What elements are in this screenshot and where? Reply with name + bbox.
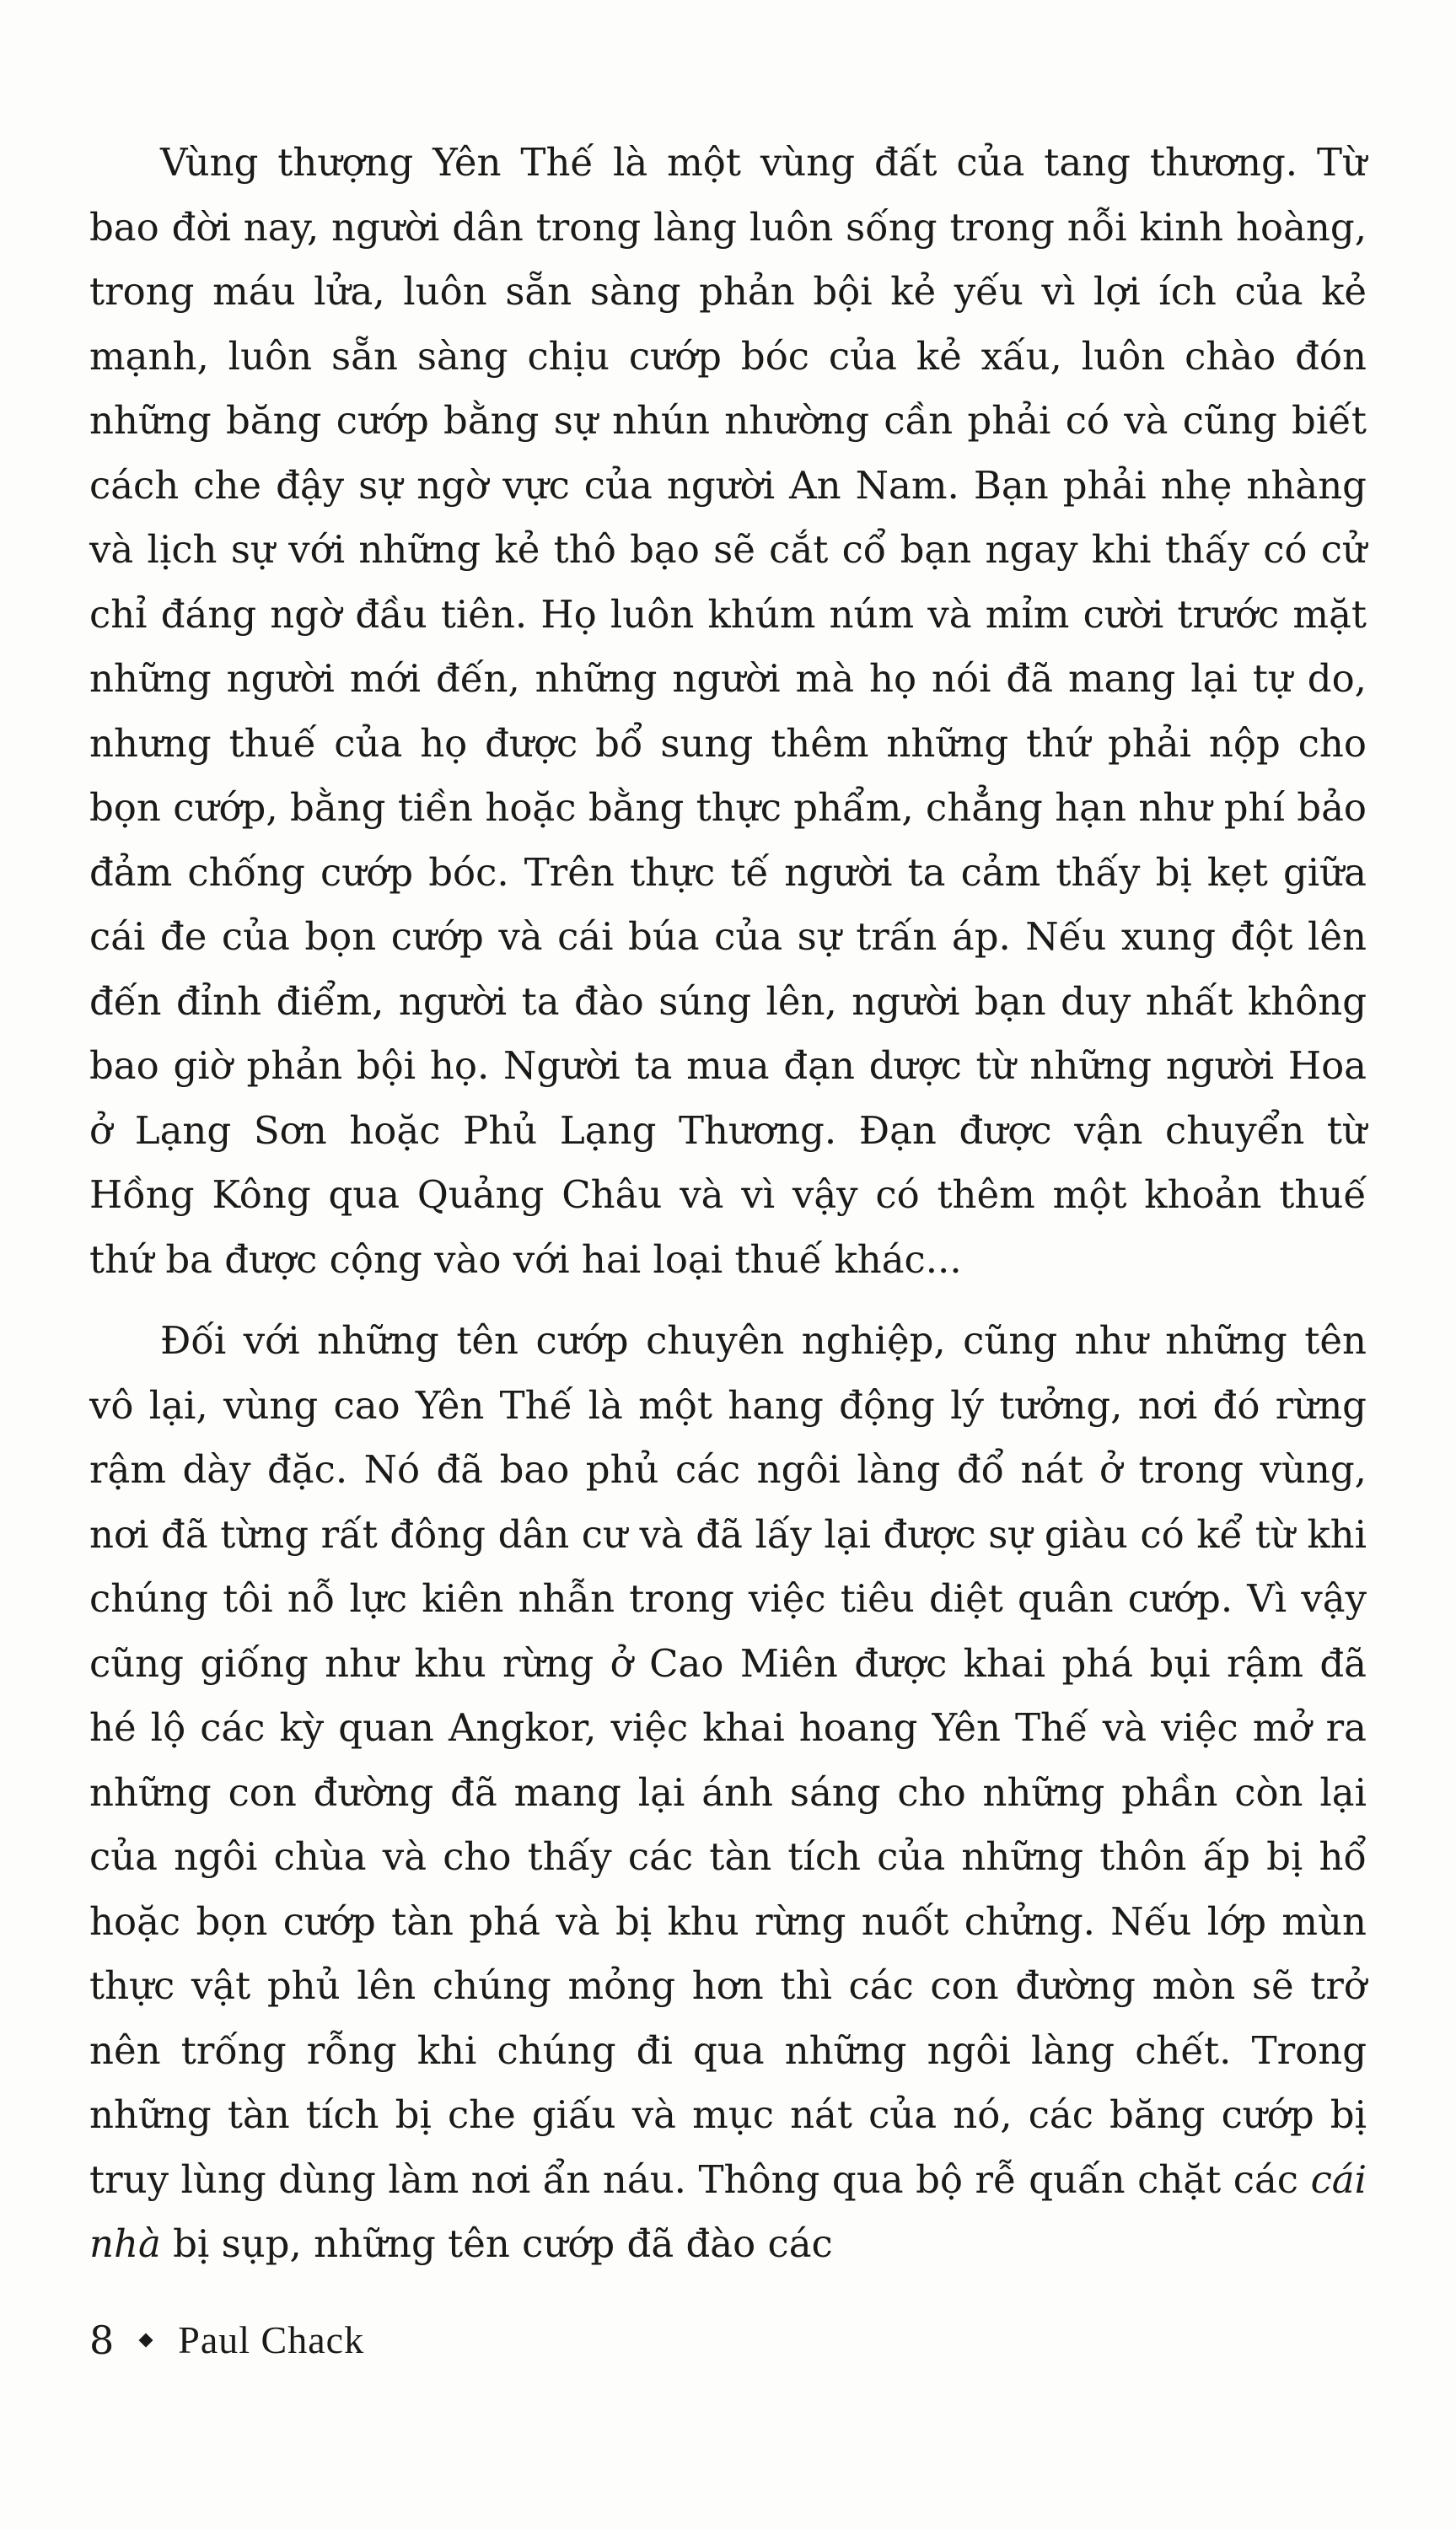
author-name: Paul Chack bbox=[178, 2318, 365, 2361]
page-number: 8 bbox=[89, 2317, 115, 2363]
diamond-bullet-icon bbox=[139, 2334, 153, 2348]
paragraph-2-text: Đối với những tên cướp chuyên nghiệp, cũng như những tên vô lại, vùng cao Yên Thế là một hang động lý tưởng, nơi đó rừng rậm dày đặc. Nó đã bao phủ các ngôi làng đổ nát ở trong vùng, nơi đã từng rất đông dân cư và đã lấy lại được sự giàu có kể từ khi chúng tôi nỗ lực kiên nhẫn trong việc tiêu diệt quân cướp. Vì vậy cũng giống như khu rừng ở Cao Miên được khai phá bụi rậm đã hé lộ các kỳ quan Angkor, việc khai hoang Yên Thế và việc mở ra những con đường đã mang lại ánh sáng cho những phần còn lại của ngôi chùa và cho thấy các tàn tích của những thôn ấp bị hổ hoặc bọn cướp tàn phá và bị khu rừng nuốt chửng. Nếu lớp mùn thực vật phủ lên chúng mỏng hơn thì các con đường mòn sẽ trở nên trống rỗng khi chúng đi qua những ngôi làng chết. Trong những tàn tích bị che giấu và mục nát của nó, các băng cướp bị truy lùng dùng làm nơi ẩn náu. Thông qua bộ rễ quấn chặt các bbox=[89, 1318, 1367, 2202]
paragraph-1: Vùng thượng Yên Thế là một vùng đất của tang thương. Từ bao đời nay, người dân trong làng luôn sống trong nỗi kinh hoàng, trong máu lửa, luôn sẵn sàng phản bội kẻ yếu vì lợi ích của kẻ mạnh, luôn sẵn sàng chịu cướp bóc của kẻ xấu, luôn chào đón những băng cướp bằng sự nhún nhường cần phải có và cũng biết cách che đậy sự ngờ vực của người An Nam. Bạn phải nhẹ nhàng và lịch sự với những kẻ thô bạo sẽ cắt cổ bạn ngay khi thấy có cử chỉ đáng ngờ đầu tiên. Họ luôn khúm núm và mỉm cười trước mặt những người mới đến, những người mà họ nói đã mang lại tự do, nhưng thuế của họ được bổ sung thêm những thứ phải nộp cho bọn cướp, bằng tiền hoặc bằng thực phẩm, chẳng hạn như phí bảo đảm chống cướp bóc. Trên thực tế người ta cảm thấy bị kẹt giữa cái đe của bọn cướp và cái búa của sự trấn áp. Nếu xung đột lên đến đỉnh điểm, người ta đào súng lên, người bạn duy nhất không bao giờ phản bội họ. Người ta mua đạn dược từ những người Hoa ở Lạng Sơn hoặc Phủ Lạng Thương. Đạn được vận chuyển từ Hồng Kông qua Quảng Châu và vì vậy có thêm một khoản thuế thứ ba được cộng vào với hai loại thuế khác... bbox=[89, 140, 1367, 1282]
paragraph-2-ending: bị sụp, những tên cướp đã đào các bbox=[173, 2221, 833, 2266]
body-text bbox=[89, 131, 1367, 2277]
paragraph-2 bbox=[89, 1309, 1367, 2277]
page-footer bbox=[89, 2315, 364, 2366]
italic-phrase: cái nhà bbox=[89, 2156, 1367, 2266]
